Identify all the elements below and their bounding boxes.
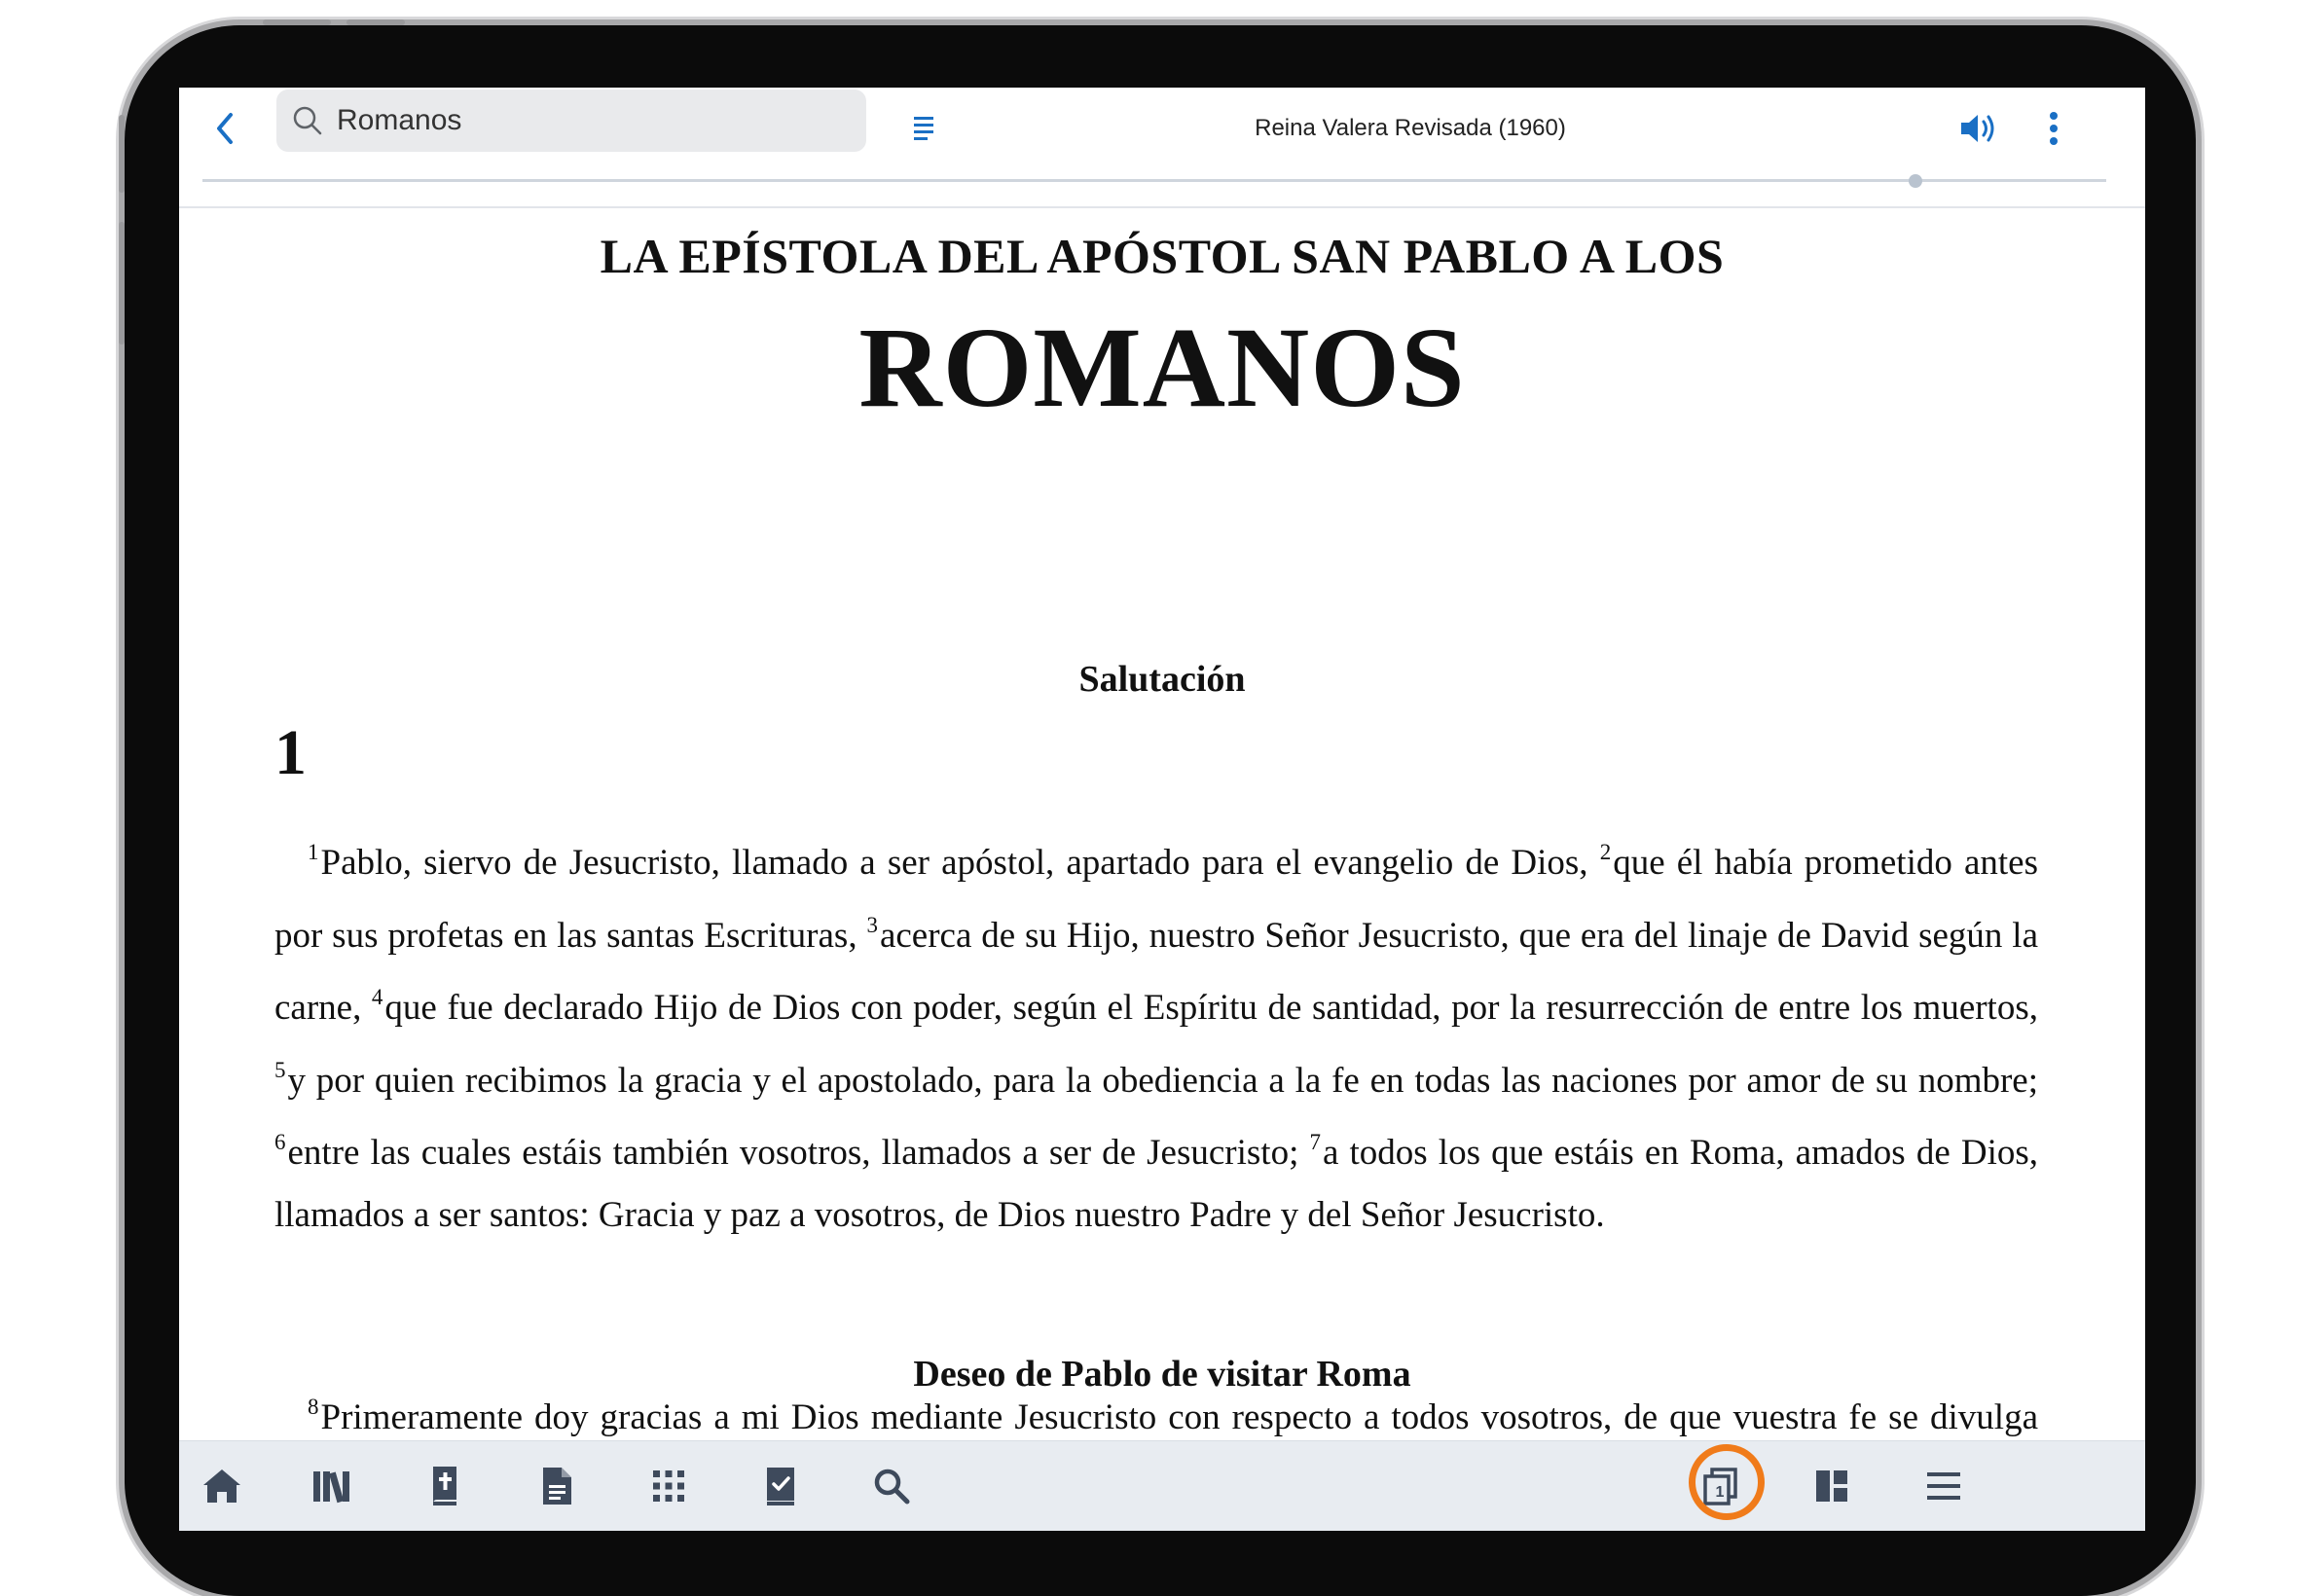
paragraph [274,821,2038,1246]
reading-progress-bar[interactable] [202,179,2106,182]
layout-icon [1814,1469,1849,1504]
verse-text: entre las cuales estáis también vosotros, llamados a ser de Jesucristo; [287,1133,1310,1173]
reading-plan-button[interactable] [749,1455,812,1517]
verse-number: 6 [274,1130,286,1154]
bottom-toolbar [179,1440,2145,1531]
library-icon [310,1467,355,1505]
search-icon [872,1467,911,1505]
apps-button[interactable] [638,1455,700,1517]
verse-text: Primeramente doy gracias a mi Dios mediante Jesucristo con respecto a todos vosotros, de que vuestra fe se divulga [320,1397,2038,1437]
bible-version-selector[interactable]: Reina Valera Revisada (1960) [1255,115,1566,141]
verse[interactable] [274,1130,1310,1173]
screen [179,88,2145,1530]
reading-plan-icon [763,1466,798,1506]
device-button [263,19,331,25]
document-icon [540,1466,573,1506]
verse[interactable] [371,985,2038,1028]
search-box[interactable] [276,90,866,152]
verse-number: 5 [274,1057,286,1082]
section-heading: Deseo de Pablo de visitar Roma [913,1354,1411,1395]
panels-count-badge: 1 [1715,1484,1725,1501]
search-icon [290,103,325,138]
more-vertical-icon [2049,112,2059,145]
bible-icon [427,1465,462,1507]
library-button[interactable] [302,1455,364,1517]
layout-button[interactable] [1801,1455,1863,1517]
verse-number: 4 [371,985,383,1009]
search-input[interactable] [335,103,845,138]
verse-number: 8 [308,1395,319,1419]
menu-button[interactable] [1913,1455,1975,1517]
search-button[interactable] [860,1455,923,1517]
verse[interactable] [308,840,1600,883]
menu-icon [1924,1469,1963,1503]
device-button [346,19,405,25]
top-bar [179,88,2145,208]
more-options-button[interactable] [2034,101,2073,156]
home-button[interactable] [191,1455,253,1517]
chapter-number: 1 [274,717,307,788]
book-pre-title: LA EPÍSTOLA DEL APÓSTOL SAN PABLO A LOS [600,229,1725,283]
verse[interactable] [274,1057,2038,1101]
verse-text: que fue declarado Hijo de Dios con poder, según el Espíritu de santidad, por la resurrección de entre los muertos, [384,988,2038,1028]
reading-progress-thumb[interactable] [1909,174,1922,188]
device-button [119,115,125,193]
verse-number: 1 [308,840,319,864]
home-icon [201,1467,243,1505]
verse-text: Pablo, siervo de Jesucristo, llamado a ser apóstol, apartado para el evangelio de Dios, [320,843,1600,883]
audio-button[interactable] [1951,101,2009,156]
highlight-ring [1689,1444,1765,1520]
verse-number: 3 [866,912,878,937]
device-button [119,222,125,345]
speaker-icon [1958,111,2001,146]
verse-number: 2 [1599,840,1612,864]
section-heading: Salutación [1078,659,1246,700]
verse-text: y por quien recibimos la gracia y el apostolado, para la obediencia a la fe en todas las naciones por amor de su nombre; [287,1060,2038,1101]
back-button[interactable] [199,101,253,156]
verse-text: acerca de su Hijo, nuestro Señor Jesucristo, que era del linaje de David según la carne, [274,915,2038,1028]
chevron-left-icon [211,112,240,145]
verse-text: que él había prometido antes por sus profetas en las santas Escrituras, [274,843,2039,956]
bible-button[interactable] [414,1455,476,1517]
table-of-contents-button[interactable] [897,101,952,156]
apps-grid-icon [650,1468,687,1505]
verse-text: a todos los que estáis en Roma, amados de Dios, llamados a ser santos: Gracia y paz a vosotros, de Dios nuestro Padre y del Señor Jesucristo. [274,1133,2038,1235]
reader-content [179,208,2145,1440]
verse-number: 7 [1309,1130,1321,1154]
table-of-contents-icon [912,114,937,143]
book-title: ROMANOS [858,304,1466,431]
notes-button[interactable] [526,1455,588,1517]
